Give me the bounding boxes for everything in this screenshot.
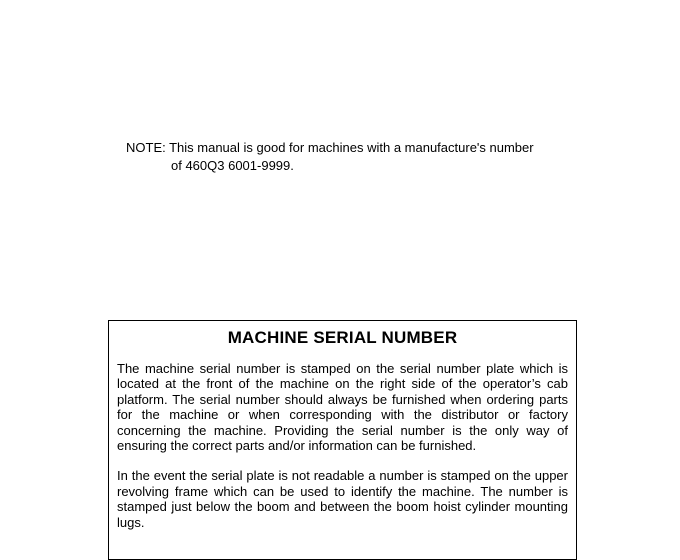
serial-number-title: MACHINE SERIAL NUMBER bbox=[227, 328, 458, 347]
serial-number-paragraph-2: In the event the serial plate is not readable a number is stamped on the upper revolving frame which can be used to identify the machine. The number is stamped just below the boom and between the boom hoist cylinder mounting lugs. bbox=[117, 468, 568, 530]
serial-number-box bbox=[108, 320, 577, 560]
manual-applicability-note bbox=[126, 139, 534, 175]
note-line-2: of 460Q3 6001-9999. bbox=[171, 158, 294, 173]
note-line-1: NOTE: This manual is good for machines with a manufacture's number bbox=[126, 140, 534, 155]
serial-number-paragraph-1: The machine serial number is stamped on the serial number plate which is located at the front of the machine on the right side of the operator’s cab platform. The serial number should always be furnished when ordering parts for the machine or when corresponding with the distributor or factory concerning the machine. Providing the serial number is the only way of ensuring the correct parts and/or information can be furnished. bbox=[117, 361, 568, 454]
